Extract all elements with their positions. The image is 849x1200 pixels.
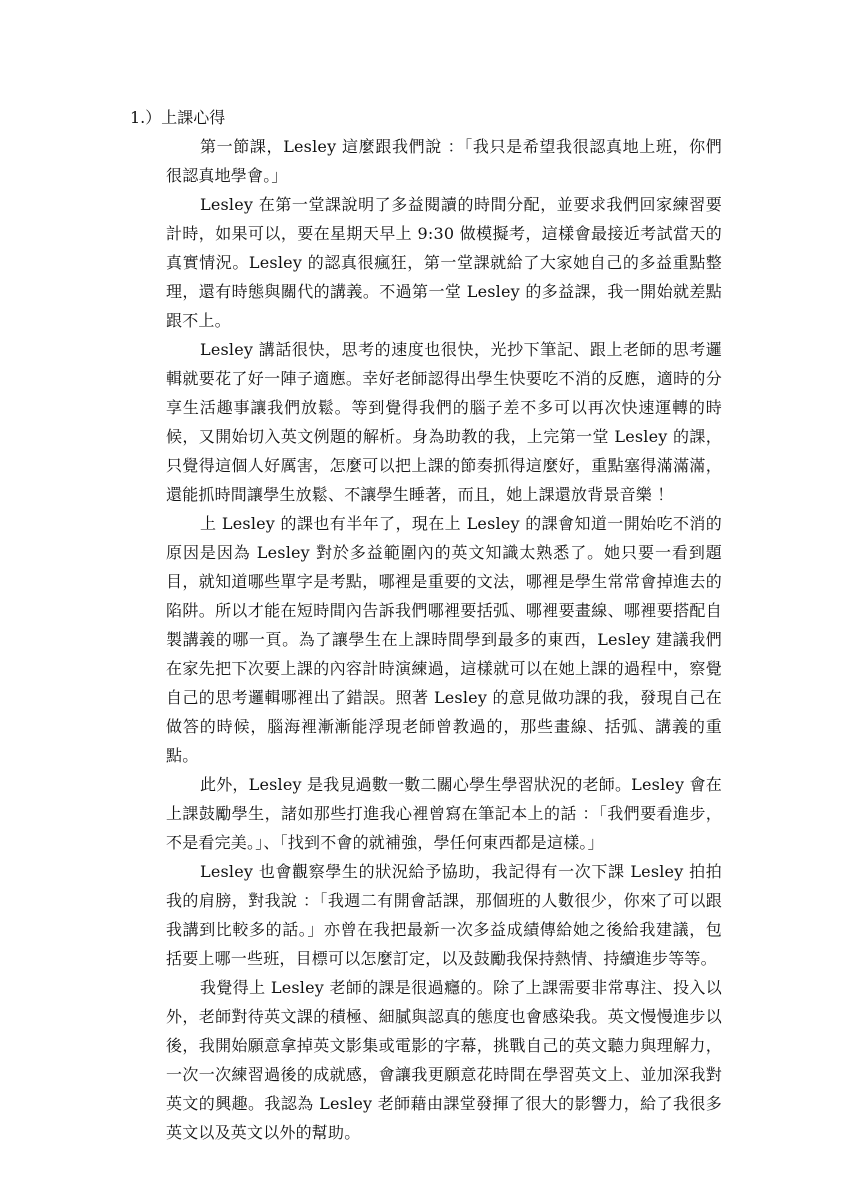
paragraph: 第一節課，Lesley 這麼跟我們說 ：「我只是希望我很認真地上班，你們很認真地學會。」 xyxy=(166,137,722,185)
section-heading: 1.）上課心得 xyxy=(130,108,226,127)
paragraph: 我覺得上 Lesley 老師的課是很過癮的。除了上課需要非常專注、投入以外，老師對待英文課的積極、細膩與認真的態度也會感染我。英文慢慢進步以後，我開始願意拿掉英文影集或電影的字幕，挑戰自己的英文聽力與理解力，一次一次練習過後的成就感，會讓我更願意花時間在學習英文上、並加深我對英文的興趣。我認為 Lesley 老師藉由課堂發揮了很大的影響力，給了我很多英文以及英文以外的幫助。 xyxy=(166,978,722,1142)
paragraph: Lesley 在第一堂課說明了多益閱讀的時間分配，並要求我們回家練習要計時，如果可以，要在星期天早上 9:30 做模擬考，這樣會最接近考試當天的真實情況。Lesley 的認真很瘋狂，第一堂課就給了大家她自己的多益重點整理，還有時態與關代的講義。不過第一堂 Lesley 的多益課，我一開始就差點跟不上。 xyxy=(166,195,722,330)
paragraph: 此外，Lesley 是我見過數一數二關心學生學習狀況的老師。Lesley 會在上課鼓勵學生，諸如那些打進我心裡曾寫在筆記本上的話 ：「我們要看進步，不是看完美。」、「找到不會的就補強，學任何東西都是這樣。」 xyxy=(166,775,722,852)
document-body xyxy=(130,103,722,1147)
paragraph: Lesley 講話很快，思考的速度也很快，光抄下筆記、跟上老師的思考邏輯就要花了好一陣子適應。幸好老師認得出學生快要吃不消的反應，適時的分享生活趣事讓我們放鬆。等到覺得我們的腦子差不多可以再次快速運轉的時候，又開始切入英文例題的解析。身為助教的我，上完第一堂 Lesley 的課，只覺得這個人好厲害，怎麼可以把上課的節奏抓得這麼好，重點塞得滿滿滿，還能抓時間讓學生放鬆、不讓學生睡著，而且，她上課還放背景音樂 ！ xyxy=(166,340,722,504)
paragraph: 上 Lesley 的課也有半年了，現在上 Lesley 的課會知道一開始吃不消的原因是因為 Lesley 對於多益範圍內的英文知識太熟悉了。她只要一看到題目，就知道哪些單字是考點，哪裡是重要的文法，哪裡是學生常常會掉進去的陷阱。所以才能在短時間內告訴我們哪裡要括弧、哪裡要畫線、哪裡要搭配自製講義的哪一頁。為了讓學生在上課時間學到最多的東西，Lesley 建議我們在家先把下次要上課的內容計時演練過，這樣就可以在她上課的過程中，察覺自己的思考邏輯哪裡出了錯誤。照著 Lesley 的意見做功課的我，發現自己在做答的時候，腦海裡漸漸能浮現老師曾教過的，那些畫線、括弧、講義的重點。 xyxy=(166,514,722,765)
paragraph: Lesley 也會觀察學生的狀況給予協助，我記得有一次下課 Lesley 拍拍我的肩膀，對我說 ：「我週二有開會話課，那個班的人數很少，你來了可以跟我講到比較多的話。」亦曾在我把最新一次多益成績傳給她之後給我建議，包括要上哪一些班，目標可以怎麼訂定，以及鼓勵我保持熱情、持續進步等等。 xyxy=(166,862,722,968)
